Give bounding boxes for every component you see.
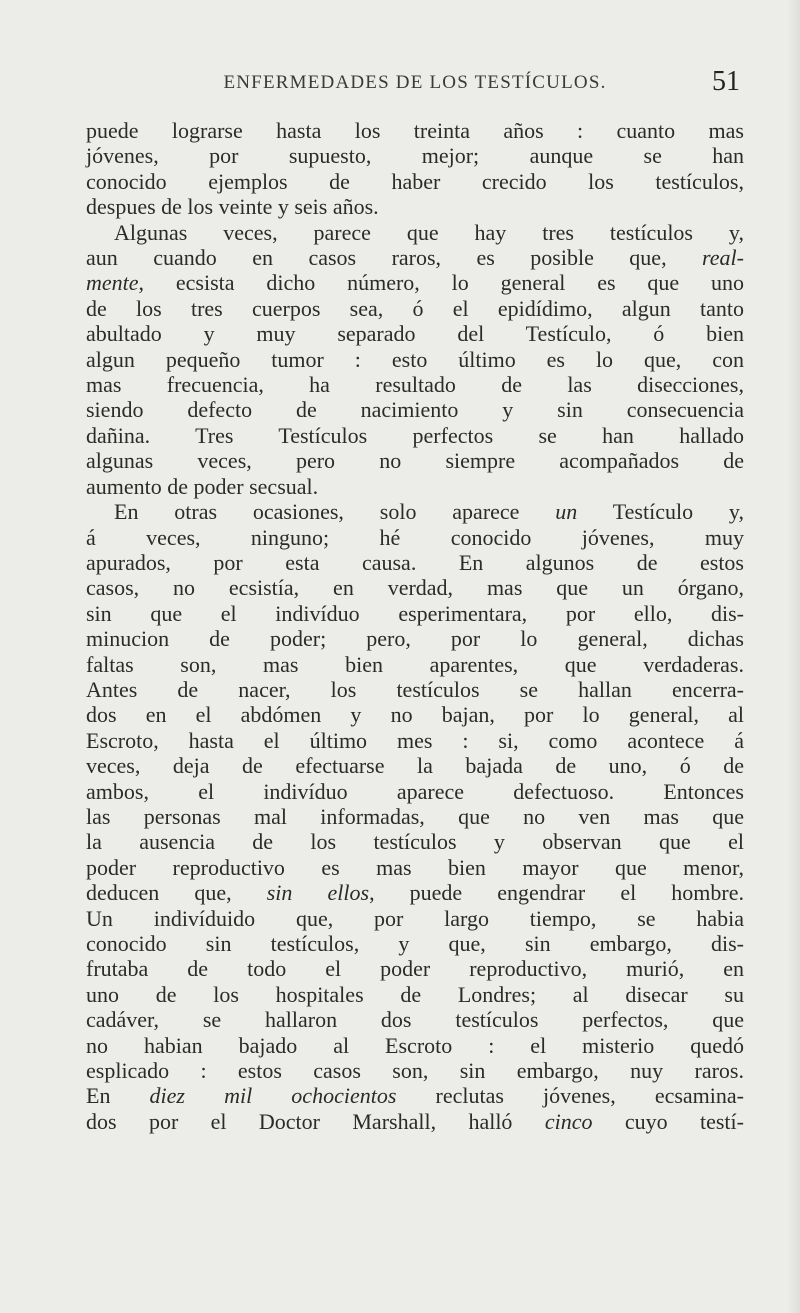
text-line: la ausencia de los testículos y observan que el <box>86 829 744 855</box>
text-line: sin que el indivíduo esperimentara, por ello, dis- <box>86 600 744 626</box>
text-line: ambos, el indivíduo aparece defectuoso. Entonces <box>86 778 744 804</box>
text-line: frutaba de todo el poder reproductivo, murió, en <box>86 956 744 982</box>
text-line: conocido ejemplos de haber crecido los testículos, <box>86 168 744 194</box>
text-line: mente, ecsista dicho número, lo general es que uno <box>86 270 744 296</box>
text-line: poder reproductivo es mas bien mayor que menor, <box>86 854 744 880</box>
running-head: ENFERMEDADES DE LOS TESTÍCULOS. <box>223 72 607 93</box>
text-line: dañina. Tres Testículos perfectos se han hallado <box>86 422 744 448</box>
text-line: faltas son, mas bien aparentes, que verdaderas. <box>86 651 744 677</box>
page-edge-shadow <box>786 0 800 1313</box>
text-line: En otras ocasiones, solo aparece un Testículo y, <box>114 499 744 525</box>
text-line: aun cuando en casos raros, es posible que, real- <box>86 245 744 271</box>
text-line: mas frecuencia, ha resultado de las disecciones, <box>86 372 744 398</box>
text-line: abultado y muy separado del Testículo, ó bien <box>86 321 744 347</box>
text-line: apurados, por esta causa. En algunos de estos <box>86 549 744 575</box>
text-line: siendo defecto de nacimiento y sin consecuencia <box>86 397 744 423</box>
text-line: minucion de poder; pero, por lo general, dichas <box>86 626 744 652</box>
text-line: jóvenes, por supuesto, mejor; aunque se han <box>86 143 744 169</box>
text-line: puede lograrse hasta los treinta años : cuanto mas <box>86 118 744 143</box>
text-line: Un indivíduido que, por largo tiempo, se habia <box>86 905 744 931</box>
text-line: veces, deja de efectuarse la bajada de uno, ó de <box>86 753 744 779</box>
text-line: Escroto, hasta el último mes : si, como acontece á <box>86 727 744 753</box>
text-line: aumento de poder secsual. <box>86 473 319 499</box>
text-line: Antes de nacer, los testículos se hallan encerra- <box>86 676 744 702</box>
page-header <box>90 66 740 106</box>
text-line: esplicado : estos casos son, sin embargo, nuy raros. <box>86 1058 744 1084</box>
text-line: casos, no ecsistía, en verdad, mas que un órgano, <box>86 575 744 601</box>
text-line: cadáver, se hallaron dos testículos perfectos, que <box>86 1007 744 1033</box>
text-line: despues de los veinte y seis años. <box>86 194 379 220</box>
text-line: En diez mil ochocientos reclutas jóvenes, ecsamina- <box>86 1083 744 1109</box>
text-line: no habian bajado al Escroto : el misterio quedó <box>86 1032 744 1058</box>
text-line: algunas veces, pero no siempre acompañados de <box>86 448 744 474</box>
text-line: conocido sin testículos, y que, sin embargo, dis- <box>86 931 744 956</box>
text-line: á veces, ninguno; hé conocido jóvenes, muy <box>86 524 744 550</box>
text-line: uno de los hospitales de Londres; al disecar su <box>86 981 744 1007</box>
text-line: las personas mal informadas, que no ven mas que <box>86 803 744 829</box>
text-line: de los tres cuerpos sea, ó el epidídimo, algun tanto <box>86 295 744 321</box>
text-line: Algunas veces, parece que hay tres testículos y, <box>114 219 744 245</box>
body-text <box>86 118 744 1134</box>
text-line: deducen que, sin ellos, puede engendrar el hombre. <box>86 880 744 906</box>
text-line: algun pequeño tumor : esto último es lo que, con <box>86 346 744 372</box>
text-line: dos por el Doctor Marshall, halló cinco cuyo testí- <box>86 1108 744 1134</box>
page-number: 51 <box>712 66 740 97</box>
text-line: dos en el abdómen y no bajan, por lo general, al <box>86 702 744 728</box>
